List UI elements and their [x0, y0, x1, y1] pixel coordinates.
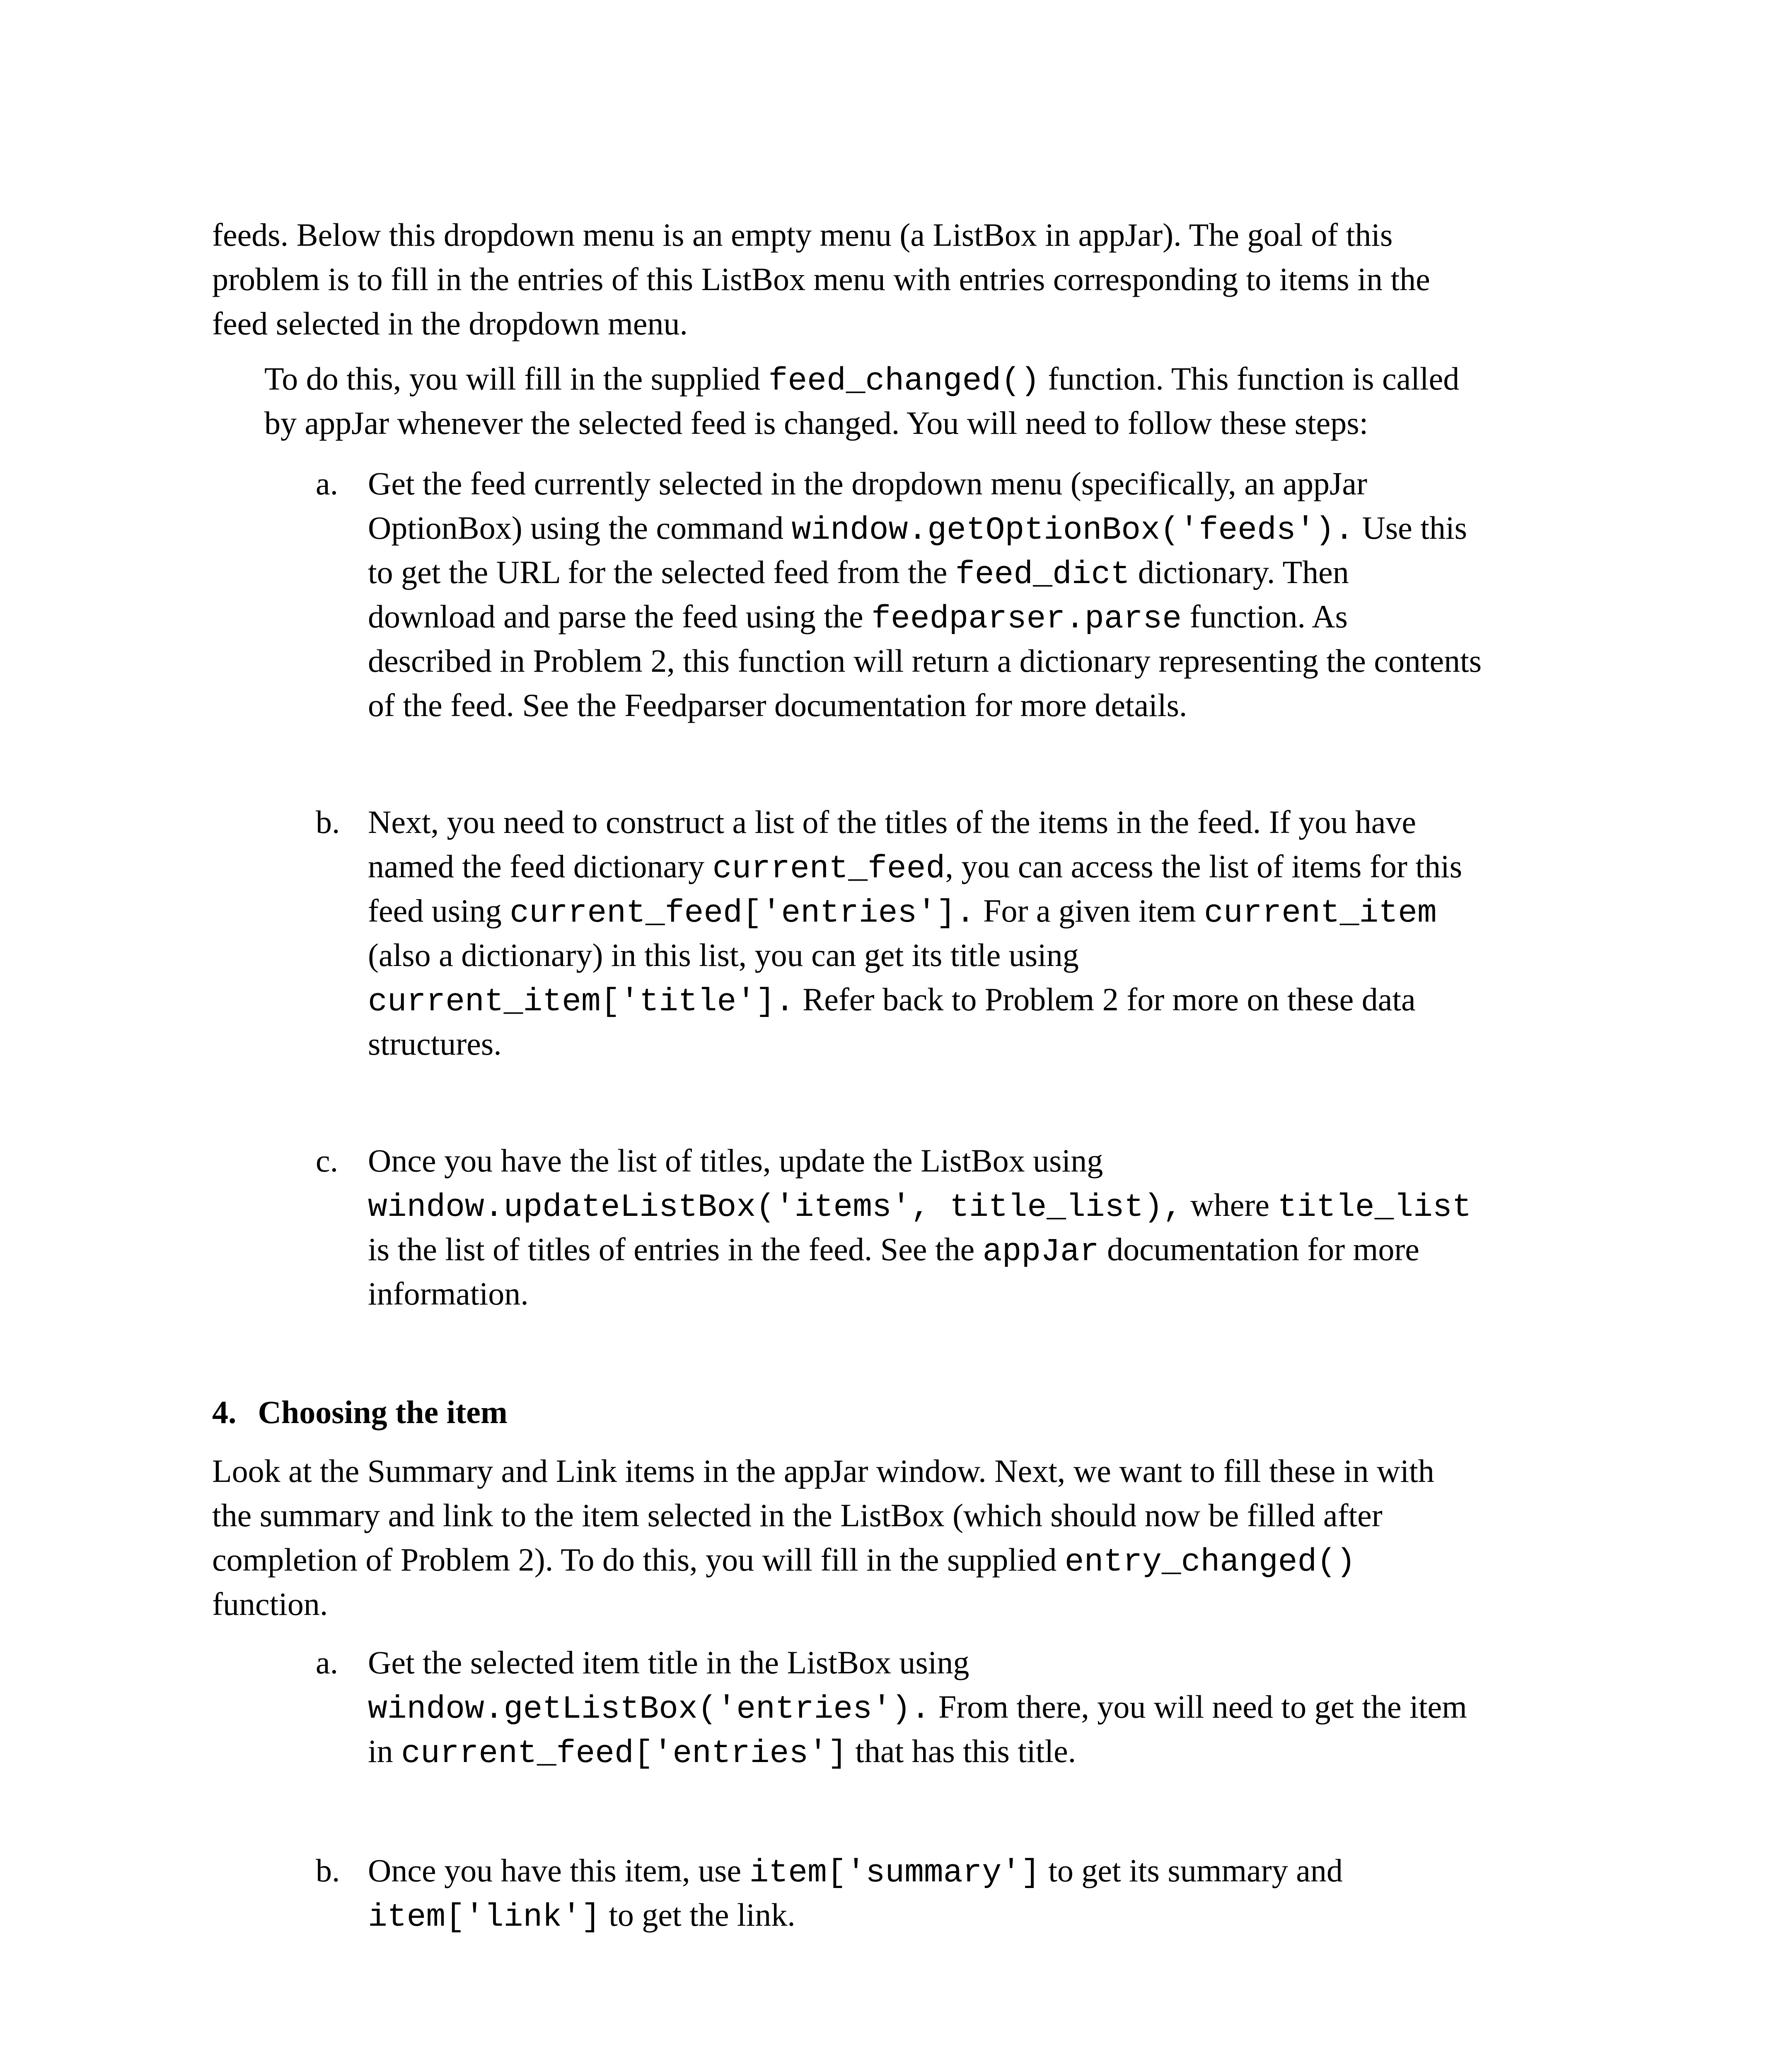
text-run: feed using [368, 893, 510, 929]
code-update-list-box: window.updateListBox('items', title_list), [368, 1189, 1182, 1226]
p3a-line-5: described in Problem 2, this function will return a dictionary representing the contents [368, 643, 1482, 679]
intro-paragraph [212, 213, 1430, 346]
code-item-link: item['link'] [368, 1899, 601, 1936]
text-run: OptionBox) using the command [368, 510, 792, 546]
text-run: that has this title. [847, 1733, 1076, 1769]
p4-step-a [368, 1640, 1467, 1773]
p3-step-a [368, 461, 1482, 727]
text-run: named the feed dictionary [368, 848, 713, 884]
code-current-item-title: current_item['title']. [368, 984, 795, 1020]
text-run: is the list of titles of entries in the feed. See the [368, 1231, 983, 1267]
intro-line-2: problem is to fill in the entries of this ListBox menu with entries corresponding to items in the [212, 261, 1430, 297]
p4-step-b [368, 1848, 1343, 1937]
text-run: function. As [1182, 598, 1348, 634]
list-marker-4a: a. [316, 1644, 338, 1680]
text-run: in [368, 1733, 401, 1769]
code-current-feed-entries: current_feed['entries']. [510, 895, 975, 932]
text-run: to get the link. [600, 1897, 795, 1933]
s4-line-3 [212, 1537, 1434, 1582]
p3a-line-2 [368, 506, 1482, 550]
text-run: Once you have this item, use [368, 1852, 749, 1888]
s4-line-4: function. [212, 1586, 328, 1622]
p4b-line-2 [368, 1893, 1343, 1937]
code-appjar: appJar [982, 1234, 1099, 1270]
p3-intro-line-1 [264, 356, 1459, 401]
list-marker-b: b. [316, 804, 340, 840]
p4a-line-1: Get the selected item title in the ListBox using [368, 1644, 969, 1680]
code-current-feed-entries: current_feed['entries'] [401, 1736, 847, 1772]
text-run: , you can access the list of items for this [945, 848, 1463, 884]
p4a-line-3 [368, 1729, 1467, 1773]
p3-intro-paragraph [264, 356, 1459, 445]
code-feed-dict: feed_dict [955, 557, 1130, 593]
p3-intro-line-2: by appJar whenever the selected feed is changed. You will need to follow these steps: [264, 405, 1368, 441]
p3-step-c [368, 1138, 1472, 1316]
p3b-line-1: Next, you need to construct a list of the titles of the items in the feed. If you have [368, 804, 1416, 840]
code-item-summary: item['summary'] [749, 1855, 1040, 1891]
p4a-line-2 [368, 1685, 1467, 1729]
text-run: to get its summary and [1040, 1852, 1343, 1888]
p3c-line-4: information. [368, 1276, 529, 1312]
p3b-line-4: (also a dictionary) in this list, you can get its title using [368, 937, 1079, 973]
list-marker-a: a. [316, 465, 338, 501]
code-entry-changed: entry_changed() [1064, 1544, 1356, 1581]
section-number: 4. [212, 1394, 237, 1430]
p3a-line-4 [368, 594, 1482, 639]
intro-line-1: feeds. Below this dropdown menu is an empty menu (a ListBox in appJar). The goal of this [212, 217, 1393, 253]
code-title-list: title_list [1277, 1189, 1472, 1226]
p3b-line-3 [368, 888, 1462, 933]
text-run: where [1182, 1187, 1278, 1223]
code-feed-changed: feed_changed() [768, 363, 1040, 399]
text-run: completion of Problem 2). To do this, you will fill in the supplied [212, 1542, 1065, 1578]
list-marker-4b: b. [316, 1852, 340, 1888]
p3b-line-2 [368, 844, 1462, 888]
text-run: download and parse the feed using the [368, 598, 872, 634]
text-run: For a given item [975, 893, 1204, 929]
section-4-paragraph [212, 1449, 1434, 1626]
p3b-line-6: structures. [368, 1026, 502, 1062]
code-current-feed: current_feed [712, 851, 945, 887]
p3a-line-3 [368, 550, 1482, 594]
text-run: function. This function is called [1040, 361, 1460, 397]
text-run: dictionary. Then [1130, 554, 1349, 590]
code-get-option-box: window.getOptionBox('feeds'). [791, 512, 1354, 549]
p3-step-b [368, 800, 1462, 1066]
section-title: Choosing the item [258, 1394, 508, 1430]
p3c-line-1: Once you have the list of titles, update the ListBox using [368, 1143, 1103, 1179]
code-get-list-box: window.getListBox('entries'). [368, 1691, 931, 1728]
s4-line-1: Look at the Summary and Link items in the appJar window. Next, we want to fill these in with [212, 1453, 1434, 1489]
code-current-item: current_item [1204, 895, 1437, 932]
text-run: From there, you will need to get the item [930, 1689, 1467, 1725]
text-run: Refer back to Problem 2 for more on these data [794, 981, 1416, 1017]
text-run: to get the URL for the selected feed from the [368, 554, 955, 590]
text-run: To do this, you will fill in the supplied [264, 361, 769, 397]
p3a-line-1: Get the feed currently selected in the dropdown menu (specifically, an appJar [368, 465, 1367, 501]
p3c-line-2 [368, 1183, 1472, 1227]
p3a-line-6: of the feed. See the Feedparser documentation for more details. [368, 687, 1187, 723]
intro-line-3: feed selected in the dropdown menu. [212, 305, 688, 341]
p3c-line-3 [368, 1227, 1472, 1271]
text-run: documentation for more [1099, 1231, 1419, 1267]
code-feedparser-parse: feedparser.parse [871, 601, 1182, 637]
list-marker-c: c. [316, 1143, 338, 1179]
s4-line-2: the summary and link to the item selected in the ListBox (which should now be filled after [212, 1497, 1383, 1533]
text-run: Use this [1354, 510, 1467, 546]
p4b-line-1 [368, 1848, 1343, 1893]
section-4-heading [212, 1390, 508, 1434]
p3b-line-5 [368, 977, 1462, 1021]
